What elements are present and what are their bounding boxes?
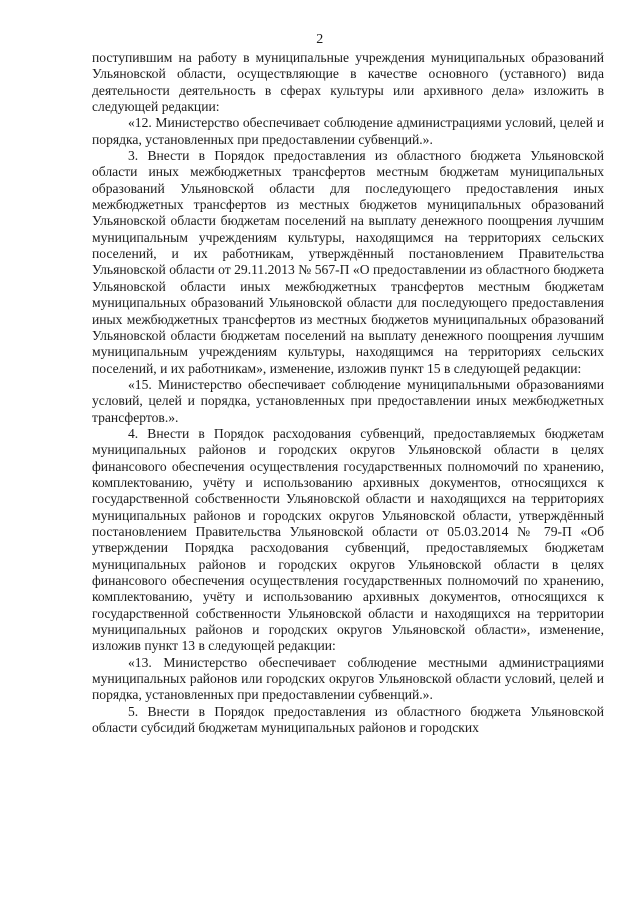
paragraph-item-13: «13. Министерство обеспечивает соблюдение местными администрациями муниципальных районов или городских округов Ульяновской области условий, целей и порядка, установленных при предоставлении субвенций.». <box>92 654 604 703</box>
paragraph-item-15: «15. Министерство обеспечивает соблюдение муниципальными образованиями условий, целей и порядка, установленных при предоставлении иных межбюджетных трансфертов.». <box>92 376 604 425</box>
paragraph-continuation: поступившим на работу в муниципальные учреждения муниципальных образований Ульяновской области, осуществляющие в качестве основного (уставного) вида деятельности деятельность в сферах культуры или архивного дела» изложить в следующей редакции: <box>92 50 604 115</box>
paragraph-section-3: 3. Внести в Порядок предоставления из областного бюджета Ульяновской области иных межбюджетных трансфертов местным бюджетам муниципальных образований Ульяновской области для последующего предоставления иных межбюджетных трансфертов из местных бюджетов муниципальных образований Ульяновской области бюджетам поселений на выплату денежного поощрения лучшим муниципальным учреждениям культуры, находящимся на территориях сельских поселений, и их работникам, утверждённый постановлением Правительства Ульяновской области от 29.11.2013 № 567-П «О предоставлении из областного бюджета Ульяновской области иных межбюджетных трансфертов местным бюджетам муниципальных образований Ульяновской области для последующего предоставления иных межбюджетных трансфертов из местных бюджетов муниципальных образований Ульяновской области бюджетам поселений на выплату денежного поощрения лучшим муниципальным учреждениям культуры, находящимся на территориях сельских поселений, и их работникам», изменение, изложив пункт 15 в следующей редакции: <box>92 148 604 376</box>
page-number: 2 <box>316 32 324 47</box>
paragraph-section-5: 5. Внести в Порядок предоставления из областного бюджета Ульяновской области субсидий бюджетам муниципальных районов и городских <box>92 703 604 736</box>
paragraph-item-12: «12. Министерство обеспечивает соблюдение администрациями условий, целей и порядка, установленных при предоставлении субвенций.». <box>92 115 604 147</box>
paragraph-section-4: 4. Внести в Порядок расходования субвенций, предоставляемых бюджетам муниципальных районов и городских округов Ульяновской области в целях финансового обеспечения осуществления государственных полномочий по хранению, комплектованию, учёту и использованию архивных документов, относящихся к государственной собственности Ульяновской области и находящихся на территориях муниципальных районов и городских округов Ульяновской области, утверждённый постановлением Правительства Ульяновской области от 05.03.2014 № 79-П «Об утверждении Порядка расходования субвенций, предоставляемых бюджетам муниципальных районов и городских округов Ульяновской области в целях финансового обеспечения осуществления государственных полномочий по хранению, комплектованию, учёту и использованию архивных документов, относящихся к государственной собственности Ульяновской области и находящихся на территории муниципальных районов и городских округов Ульяновской области», изменение, изложив пункт 13 в следующей редакции: <box>92 425 604 654</box>
document-body <box>92 50 604 736</box>
